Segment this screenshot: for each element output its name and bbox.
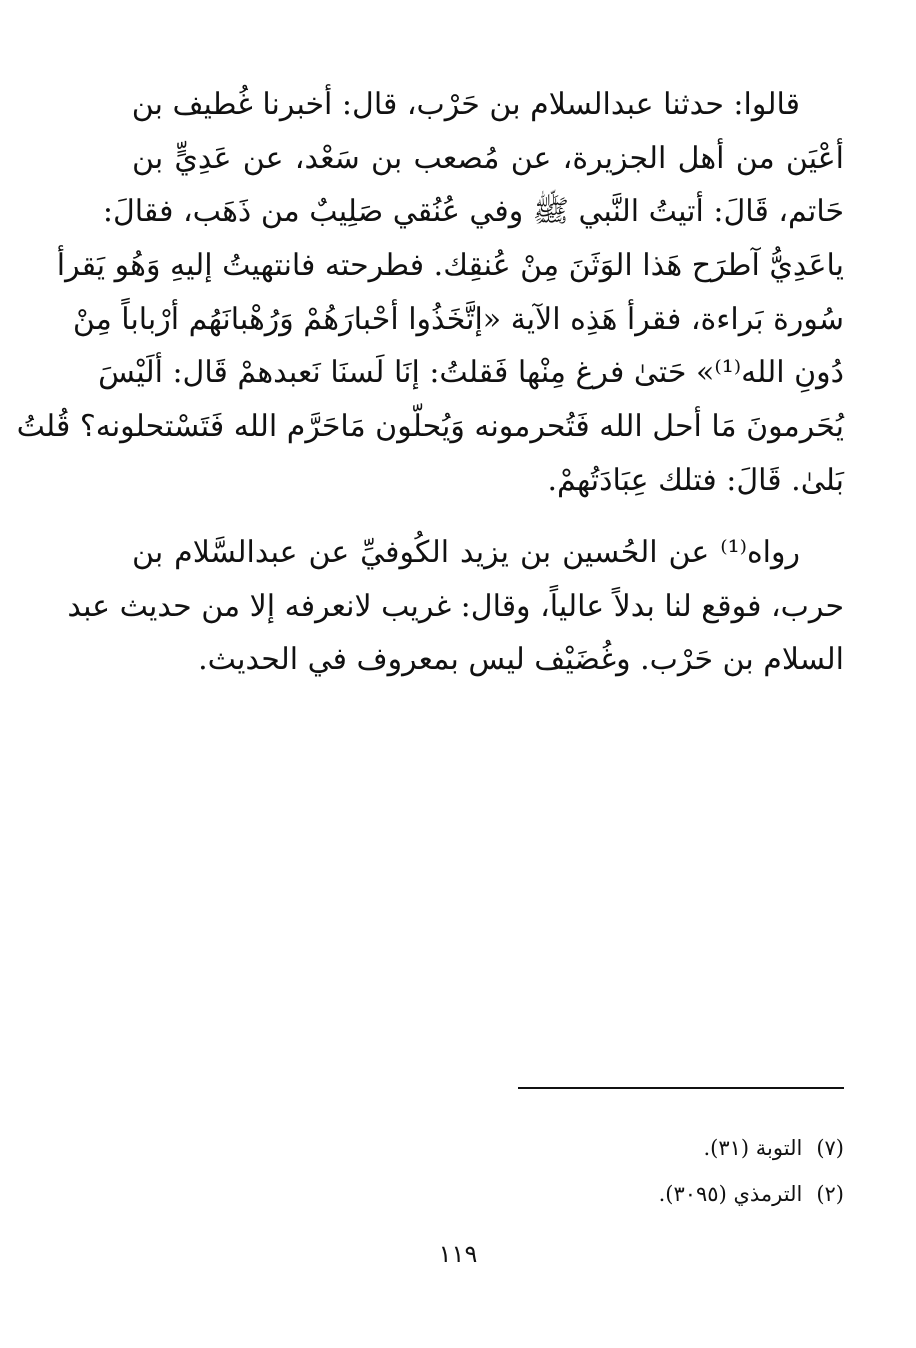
footnote-item [659, 1125, 844, 1171]
footnote-text: الترمذي (٣٠٩٥). [658, 1182, 803, 1206]
footnote-number: (٢) [816, 1182, 844, 1206]
footnotes [659, 1125, 844, 1217]
text-line: رواه⁽¹⁾ عن الحُسين بن يزيد الكُوفيِّ عن عبدالسَّلام بن [132, 535, 800, 570]
text-line: قالوا: حدثنا عبدالسلام بن حَرْب، قال: أخبرنا غُطيف بن [131, 87, 800, 122]
paragraph-hadith [16, 78, 844, 508]
text-line: يُحَرمونَ مَا أحل الله فَتُحرمونه وَيُحلّون مَاحَرَّم الله فَتَسْتحلونه؟ قُلتُ [16, 409, 844, 445]
footnote-item [659, 1171, 844, 1217]
paragraph-narration [67, 526, 844, 687]
footnote-text: التوبة (٣١). [703, 1136, 803, 1160]
text-line: ياعَدِيُّ آطرَح هَذا الوَثَنَ مِنْ عُنقِك. فطرحته فانتهيتُ إليهِ وَهُو يَقرأ [56, 248, 844, 284]
text-line: بَلىٰ. قَالَ: فتلك عِبَادَتُهمْ. [547, 462, 844, 498]
footnote-separator [518, 1087, 844, 1089]
text-line: سُورة بَراءة، فقرأ هَذِه الآية «إتَّخَذُوا أحْبارَهُمْ وَرُهْبانَهُم أرْباباً مِنْ [72, 301, 844, 337]
text-line: حرب، فوقع لنا بدلاً عالياً، وقال: غريب لانعرفه إلا من حديث عبد [67, 588, 844, 624]
text-line: حَاتم، قَالَ: أتيتُ النَّبي ﷺ وفي عُنُقي صَلِيبٌ من ذَهَب، فقالَ: [102, 194, 844, 230]
text-line: أعْيَن من أهل الجزيرة، عن مُصعب بن سَعْد، عن عَدِيٍّ بن [132, 140, 844, 176]
page-number: ١١٩ [438, 1240, 478, 1268]
footnote-number: (٧) [816, 1136, 844, 1160]
text-line: دُونِ الله⁽¹⁾» حَتىٰ فرغ مِنْها فَقلتُ: إنَا لَسنَا نَعبدهمْ قَال: ألَيْسَ [98, 355, 844, 391]
text-line: السلام بن حَرْب. وغُضَيْف ليس بمعروف في الحديث. [198, 642, 844, 678]
